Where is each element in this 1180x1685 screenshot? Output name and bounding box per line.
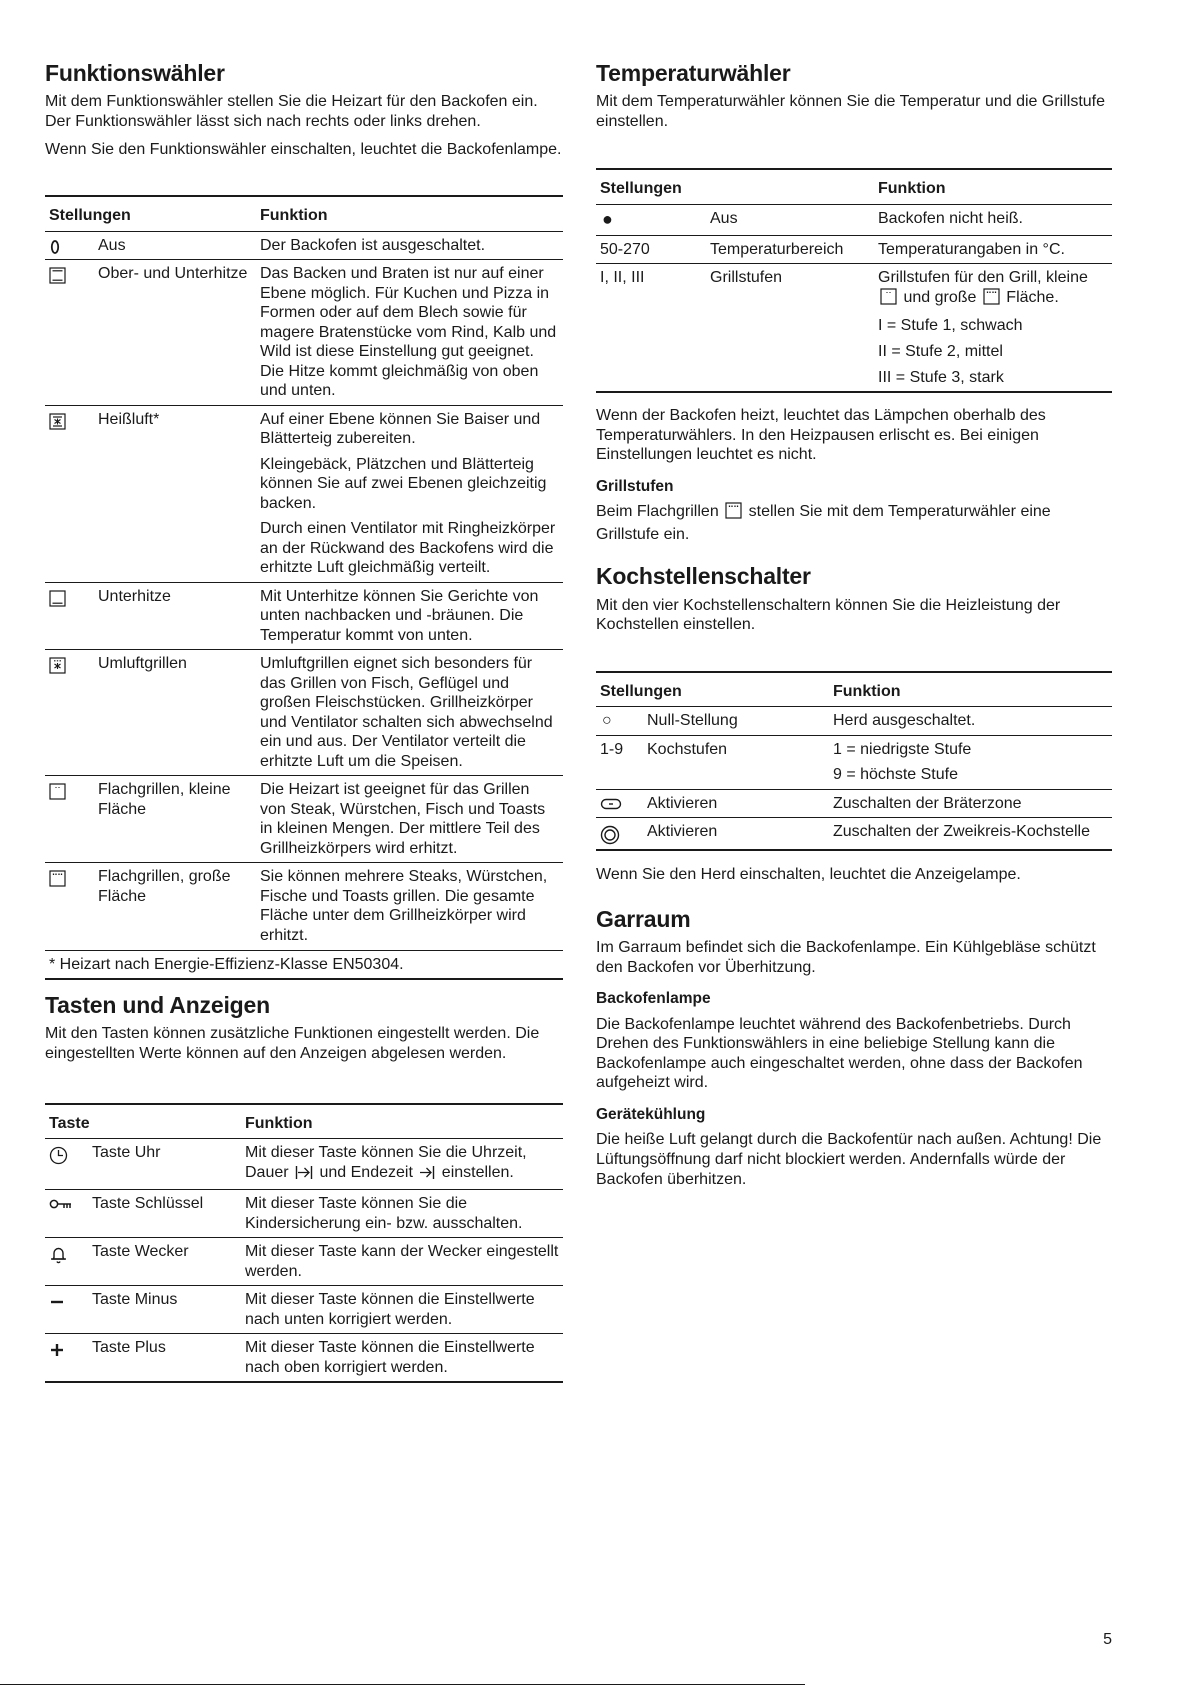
- row-name: Flachgrillen, kleine Fläche: [94, 776, 256, 863]
- row-function: Temperaturangaben in °C.: [874, 235, 1112, 264]
- row-function: Mit dieser Taste kann der Wecker eingestellt werden.: [241, 1238, 563, 1286]
- row-function: Mit dieser Taste können die Einstellwerte nach unten korrigiert werden.: [241, 1286, 563, 1334]
- table-row: [45, 1238, 563, 1286]
- row-function: Der Backofen ist ausgeschaltet.: [256, 231, 563, 260]
- left-column: [45, 0, 563, 1383]
- row-function: 1 = niedrigste Stufe: [833, 740, 972, 758]
- kochstellenschalter-intro: Mit den vier Kochstellenschaltern können Sie die Heizleistung der Kochstellen einstellen.: [596, 596, 1061, 634]
- temperaturwaehler-lamp-note: Wenn der Backofen heizt, leuchtet das Lämpchen oberhalb des Temperaturwählers. In den Heizpausen erlischt es. Bei einigen Einstellungen leuchtet es nicht.: [596, 407, 1046, 464]
- row-name: Grillstufen: [706, 264, 874, 392]
- kochstellenschalter-lamp-note: Wenn Sie den Herd einschalten, leuchtet die Anzeigelampe.: [596, 866, 1021, 884]
- temperaturwaehler-intro: Mit dem Temperaturwähler können Sie die Temperatur und die Grillstufe einstellen.: [596, 93, 1105, 130]
- key-icon: [49, 1197, 73, 1211]
- table-row: [596, 818, 1112, 851]
- grill-large-icon: [725, 502, 742, 525]
- table-row: [596, 264, 1112, 392]
- row-name: Taste Plus: [88, 1334, 241, 1383]
- backofenlampe-text: Die Backofenlampe leuchtet während des Backofenbetriebs. Durch Drehen des Funktionswählers in eine beliebige Stellung kann die Backofenlampe auch eingeschaltet werden, ohne dass der Backofen aufgeheizt wird.: [596, 1015, 1083, 1092]
- temperaturwaehler-heading: Temperaturwähler: [596, 60, 791, 86]
- backofenlampe-subheading: Backofenlampe: [596, 990, 711, 1008]
- row-function: I = Stufe 1, schwach: [878, 317, 1023, 335]
- funktionswaehler-heading: Funktionswähler: [45, 60, 225, 86]
- row-function: Mit Unterhitze können Sie Gerichte von unten nachbacken und -bräunen. Die Temperatur kommt von unten.: [256, 582, 563, 650]
- right-column: [596, 0, 1112, 1198]
- row-position: 1-9: [596, 735, 643, 789]
- row-function: III = Stufe 3, stark: [878, 368, 1004, 386]
- row-name: Taste Wecker: [88, 1238, 241, 1286]
- roasting-zone-icon: [600, 797, 622, 811]
- top-bottom-heat-icon: [49, 267, 66, 284]
- table-row: [45, 650, 563, 776]
- table-header-funktion: Funktion: [241, 1104, 563, 1139]
- grill-large-icon: [983, 288, 1000, 311]
- row-name: Heißluft*: [94, 405, 256, 582]
- table-row: [45, 1190, 563, 1238]
- plus-icon: [49, 1341, 65, 1357]
- row-function: Das Backen und Braten ist nur auf einer Ebene möglich. Für Kuchen und Pizza in Formen oder auf dem Blech sowie für magere Bratenstücke vom Rind, Kalb und Wild ist diese Einstellung gut geeignet. Die Hitze kommt gleichmäßig von oben und unten.: [256, 260, 563, 406]
- dual-zone-icon: [600, 825, 620, 845]
- row-name: Aktivieren: [643, 789, 829, 818]
- row-name: Umluftgrillen: [94, 650, 256, 776]
- hot-air-icon: [49, 413, 66, 430]
- kochstellenschalter-table: [596, 671, 1112, 852]
- row-function: Fläche.: [1006, 288, 1059, 306]
- grillstufen-text: stellen Sie mit dem Temperaturwähler eine Grillstufe ein.: [596, 503, 1051, 543]
- row-name: Taste Minus: [88, 1286, 241, 1334]
- table-row: [596, 235, 1112, 264]
- geraetekuehlung-subheading: Gerätekühlung: [596, 1105, 706, 1123]
- table-row: [45, 1139, 563, 1190]
- row-position: 50-270: [596, 235, 706, 264]
- funktionswaehler-intro: Mit dem Funktionswähler stellen Sie die Heizart für den Backofen ein. Der Funktionswähler lässt sich nach rechts oder links drehen.: [45, 93, 538, 130]
- grill-small-icon: [880, 288, 897, 311]
- temperaturwaehler-table: [596, 168, 1112, 393]
- row-position: I, II, III: [596, 264, 706, 392]
- funktionswaehler-table: [45, 195, 563, 980]
- row-function: und große: [903, 288, 977, 306]
- table-header-funktion: Funktion: [829, 672, 1112, 707]
- row-function: 9 = höchste Stufe: [833, 766, 958, 784]
- row-name: Null-Stellung: [643, 707, 829, 736]
- grillstufen-text: Beim Flachgrillen: [596, 503, 719, 521]
- row-function: Mit dieser Taste können Sie die Kindersicherung ein- bzw. ausschalten.: [241, 1190, 563, 1238]
- table-row: [45, 405, 563, 582]
- minus-icon: [49, 1293, 65, 1309]
- row-function: Umluftgrillen eignet sich besonders für das Grillen von Fisch, Geflügel und großen Fleischstücken. Grillheizkörper und Ventilator schalten sich abwechselnd ein und aus. Der Ventilator verteilt die erhitzte Luft um die Speisen.: [256, 650, 563, 776]
- table-footnote-row: [45, 950, 563, 979]
- row-function: Herd ausgeschaltet.: [829, 707, 1112, 736]
- clock-icon: [49, 1146, 68, 1165]
- row-function: Zuschalten der Bräterzone: [829, 789, 1112, 818]
- row-function: Auf einer Ebene können Sie Baiser und Blätterteig zubereiten.: [260, 410, 541, 448]
- table-row: [45, 863, 563, 950]
- table-header-stellungen: Stellungen: [45, 196, 256, 231]
- row-function: Zuschalten der Zweikreis-Kochstelle: [829, 818, 1112, 851]
- row-name: Ober- und Unterhitze: [94, 260, 256, 406]
- table-row: [596, 735, 1112, 789]
- duration-icon: [295, 1165, 313, 1186]
- row-function: einstellen.: [441, 1163, 514, 1181]
- row-name: Aus: [94, 231, 256, 260]
- row-name: Taste Uhr: [88, 1139, 241, 1190]
- grillstufen-subheading: Grillstufen: [596, 477, 674, 495]
- table-row: [45, 1286, 563, 1334]
- table-header-stellungen: Stellungen: [596, 169, 874, 204]
- row-name: Unterhitze: [94, 582, 256, 650]
- table-header-stellungen: Stellungen: [596, 672, 829, 707]
- table-header-taste: Taste: [45, 1104, 241, 1139]
- row-name: Taste Schlüssel: [88, 1190, 241, 1238]
- row-function: Mit dieser Taste können die Einstellwerte nach oben korrigiert werden.: [241, 1334, 563, 1383]
- kochstellenschalter-heading: Kochstellenschalter: [596, 563, 811, 590]
- grill-large-icon: [49, 870, 66, 887]
- page-number: 5: [1103, 1631, 1112, 1648]
- garraum-heading: Garraum: [596, 905, 691, 932]
- table-row: [45, 231, 563, 260]
- bell-icon: [49, 1245, 68, 1264]
- row-function: Backofen nicht heiß.: [874, 204, 1112, 235]
- table-row: [596, 789, 1112, 818]
- row-name: Kochstufen: [643, 735, 829, 789]
- tasten-table: [45, 1103, 563, 1384]
- table-row: [45, 776, 563, 863]
- row-name: Aus: [706, 204, 874, 235]
- zero-position-icon: [49, 239, 61, 255]
- table-header-funktion: Funktion: [874, 169, 1112, 204]
- row-function: Mit dieser Taste können Sie die Uhrzeit, Dauer: [245, 1144, 527, 1181]
- row-function: Die Heizart ist geeignet für das Grillen von Steak, Würstchen, Fisch und Toasts in kleinen Mengen. Der mittlere Teil des Grillheizkörpers wird erhitzt.: [256, 776, 563, 863]
- table-footnote: * Heizart nach Energie-Effizienz-Klasse EN50304.: [45, 950, 563, 979]
- row-name: Aktivieren: [643, 818, 829, 851]
- tasten-heading: Tasten und Anzeigen: [45, 992, 270, 1019]
- table-header-funktion: Funktion: [256, 196, 563, 231]
- row-function: II = Stufe 2, mittel: [878, 343, 1003, 360]
- grill-small-icon: [49, 783, 66, 800]
- table-row: [45, 582, 563, 650]
- garraum-intro: Im Garraum befindet sich die Backofenlampe. Ein Kühlgebläse schützt den Backofen vor Überhitzung.: [596, 939, 1096, 976]
- end-time-icon: [419, 1165, 435, 1186]
- funktionswaehler-lamp-note: Wenn Sie den Funktionswähler einschalten, leuchtet die Backofenlampe.: [45, 141, 562, 159]
- row-function: Sie können mehrere Steaks, Würstchen, Fische und Toasts grillen. Die gesamte Fläche unter dem Grillheizkörper wird erhitzt.: [256, 863, 563, 950]
- bottom-heat-icon: [49, 590, 66, 607]
- row-function: und Endezeit: [319, 1163, 413, 1181]
- row-function: Durch einen Ventilator mit Ringheizkörper an der Rückwand des Backofens wird die erhitzte Luft gleichmäßig verteilt.: [260, 520, 556, 577]
- row-function: Grillstufen für den Grill, kleine: [878, 269, 1088, 287]
- row-name: Temperaturbereich: [706, 235, 874, 264]
- table-row: [596, 707, 1112, 736]
- tasten-intro: Mit den Tasten können zusätzliche Funktionen eingestellt werden. Die eingestellten Werte können auf den Anzeigen abgelesen werden.: [45, 1025, 540, 1062]
- circulating-grill-icon: [49, 657, 66, 674]
- table-row: [596, 204, 1112, 235]
- table-row: [45, 1334, 563, 1383]
- geraetekuehlung-text: Die heiße Luft gelangt durch die Backofentür nach außen. Achtung! Die Lüftungsöffnung darf nicht blockiert werden. Andernfalls würde der Backofen überhitzen.: [596, 1131, 1102, 1188]
- row-position: ○: [596, 707, 643, 736]
- row-name: Flachgrillen, große Fläche: [94, 863, 256, 950]
- row-function: Kleingebäck, Plätzchen und Blätterteig können Sie auf zwei Ebenen gleichzeitig backen.: [260, 455, 547, 512]
- table-row: [45, 260, 563, 406]
- row-position: ●: [596, 204, 706, 235]
